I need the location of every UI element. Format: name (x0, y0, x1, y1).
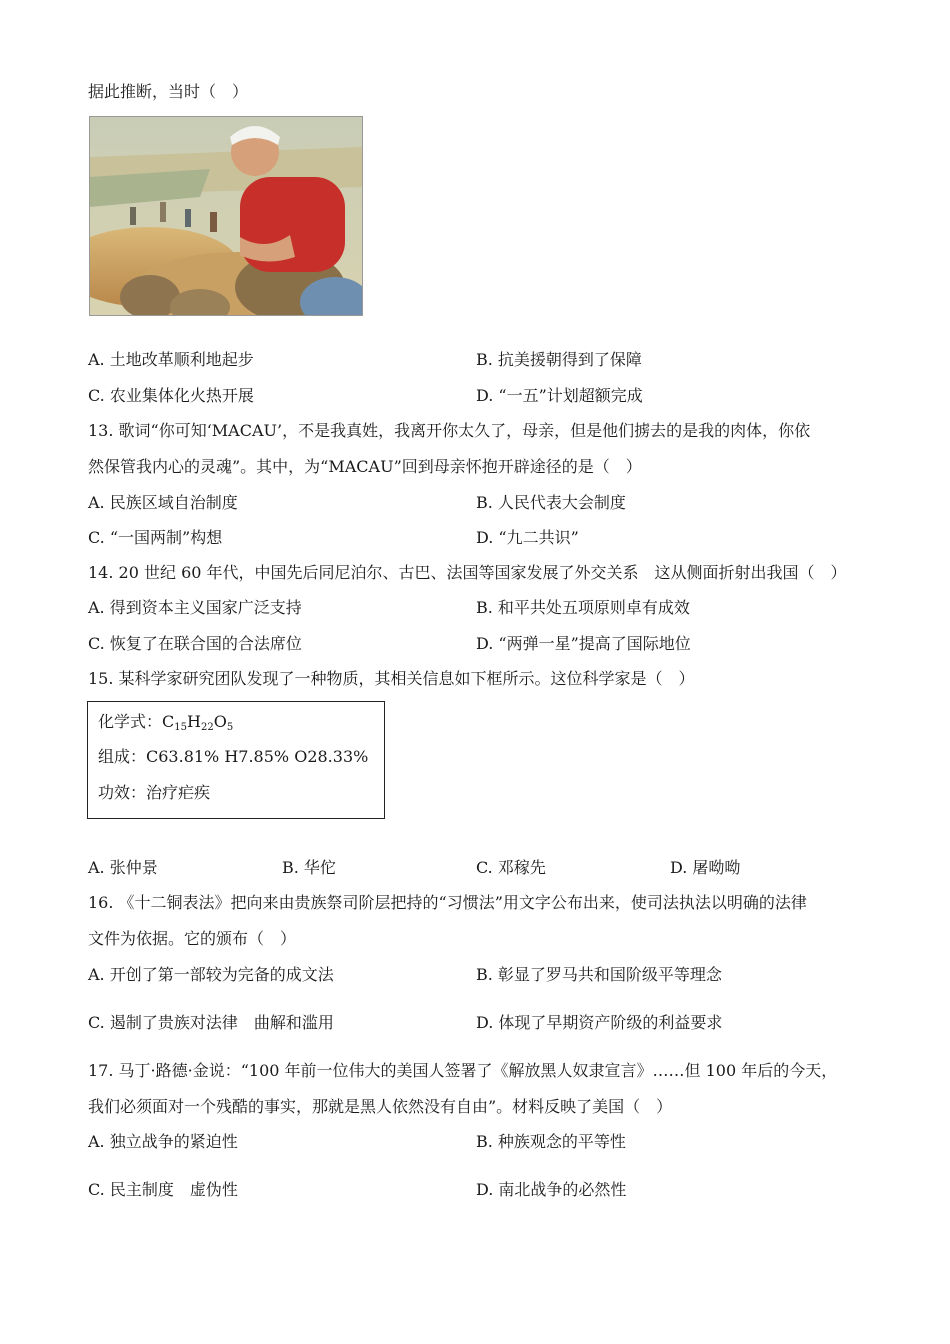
q15-option-c[interactable]: C. 邓稼先 (476, 858, 546, 877)
q17-option-d[interactable]: D. 南北战争的必然性 (476, 1180, 627, 1199)
composition-row: 组成：C63.81% H7.85% O28.33% (98, 747, 369, 766)
substance-info-box (87, 701, 385, 819)
q14-option-a[interactable]: A. 得到资本主义国家广泛支持 (88, 598, 302, 617)
q16-stem-line2: 文件为依据。它的颁布（ ） (88, 929, 297, 948)
q16-option-d[interactable]: D. 体现了早期资产阶级的利益要求 (476, 1013, 723, 1032)
q16-stem-line1: 16. 《十二铜表法》把向来由贵族祭司阶层把持的“习惯法”用文字公布出来，使司法执法以明确的法律 (88, 893, 807, 912)
q15-option-b[interactable]: B. 华佗 (282, 858, 336, 877)
q17-option-a[interactable]: A. 独立战争的紧迫性 (88, 1132, 238, 1151)
q13-stem-line1: 13. 歌词“你可知‘MACAU’，不是我真姓，我离开你太久了，母亲，但是他们掳去的是我的肉体，你依 (88, 421, 811, 440)
formula-c: C (162, 712, 175, 731)
effect-row: 功效：治疗疟疾 (98, 783, 211, 802)
q17-option-b[interactable]: B. 种族观念的平等性 (476, 1132, 626, 1151)
q12-stem-tail: 据此推断，当时（ ） (88, 82, 249, 101)
formula-label: 化学式： (98, 712, 163, 731)
q15-stem-line1: 15. 某科学家研究团队发现了一种物质，其相关信息如下框所示。这位科学家是（ ） (88, 669, 695, 688)
q16-option-c[interactable]: C. 遏制了贵族对法律 曲解和滥用 (88, 1013, 334, 1032)
formula-h-count: 22 (200, 722, 214, 733)
q14-option-d[interactable]: D. “两弹一星”提高了国际地位 (476, 634, 691, 653)
q13-option-a[interactable]: A. 民族区域自治制度 (88, 493, 238, 512)
q12-option-a[interactable]: A. 土地改革顺利地起步 (88, 350, 254, 369)
q15-option-a[interactable]: A. 张仲景 (88, 858, 158, 877)
q14-option-c[interactable]: C. 恢复了在联合国的合法席位 (88, 634, 302, 653)
formula-row (98, 712, 233, 732)
q12-option-c[interactable]: C. 农业集体化火热开展 (88, 386, 254, 405)
q12-option-b[interactable]: B. 抗美援朝得到了保障 (476, 350, 642, 369)
formula-o-count: 5 (226, 722, 234, 733)
q17-stem-line1: 17. 马丁·路德·金说：“100 年前一位伟大的美国人签署了《解放黑人奴隶宣言》……但 100 年后的今天， (88, 1061, 838, 1080)
q12-option-d[interactable]: D. “一五”计划超额完成 (476, 386, 643, 405)
q16-option-b[interactable]: B. 彰显了罗马共和国阶级平等理念 (476, 965, 722, 984)
q17-option-c[interactable]: C. 民主制度 虚伪性 (88, 1180, 238, 1199)
q13-stem-line2: 然保管我内心的灵魂”。其中，为“MACAU”回到母亲怀抱开辟途径的是（ ） (88, 457, 642, 476)
q14-stem-line1: 14. 20 世纪 60 年代，中国先后同尼泊尔、古巴、法国等国家发展了外交关系 这从侧面折射出我国（ ） (88, 563, 847, 582)
harvest-poster-image (89, 116, 363, 316)
q14-option-b[interactable]: B. 和平共处五项原则卓有成效 (476, 598, 690, 617)
formula-c-count: 15 (174, 722, 187, 733)
q17-stem-line2: 我们必须面对一个残酷的事实，那就是黑人依然没有自由”。材料反映了美国（ ） (88, 1097, 673, 1116)
q16-option-a[interactable]: A. 开创了第一部较为完备的成文法 (88, 965, 334, 984)
formula-o: O (213, 712, 227, 731)
q13-option-b[interactable]: B. 人民代表大会制度 (476, 493, 626, 512)
q13-option-d[interactable]: D. “九二共识” (476, 528, 579, 547)
q13-option-c[interactable]: C. “一国两制”构想 (88, 528, 223, 547)
formula-h: H (187, 712, 201, 731)
q15-option-d[interactable]: D. 屠呦呦 (670, 858, 741, 877)
